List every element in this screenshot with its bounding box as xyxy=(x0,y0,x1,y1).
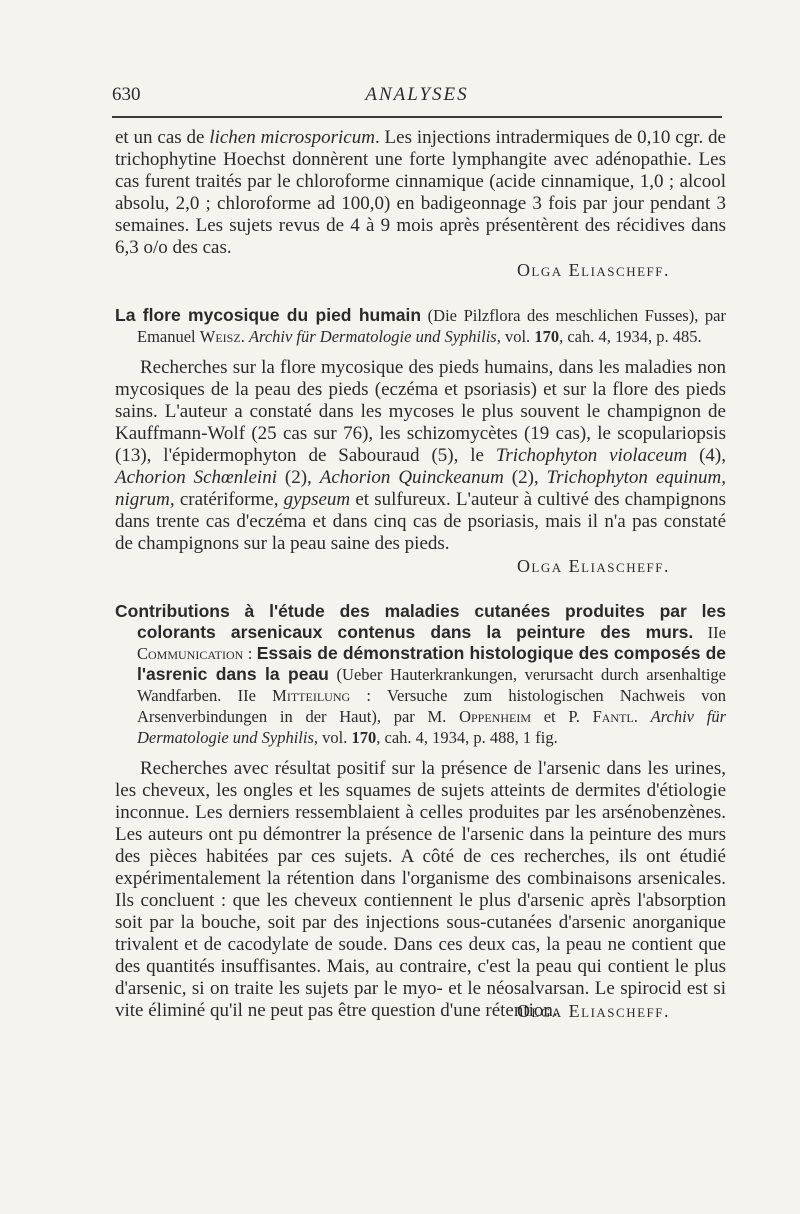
running-head xyxy=(112,84,722,116)
article-body: Recherches sur la flore mycosique des pieds humains, dans les maladies non mycosiques de la peau des pieds (eczéma et psoriasis) et sur la flore des pieds sains. L'auteur a constaté dans les mycoses le plus souvent le champignon de Kauffmann-Wolf (25 cas sur 76), les schizomycètes (19 cas), le scopulariopsis (13), l'épidermophyton de Sabouraud (5), le Trichophyton violaceum (4), Achorion Schœnleini (2), Achorion Quinckeanum (2), Trichophyton equinum, nigrum, cratériforme, gypseum et sulfureux. L'auteur à cultivé des champignons dans trente cas d'eczéma et dans cinq cas de psoriasis, mais il n'a pas constaté de champignons sur la peau saine des pieds. xyxy=(115,357,727,554)
signature: Olga Eliascheff. xyxy=(516,260,670,280)
volume-number: 170 xyxy=(534,327,560,346)
article-subtitle: Essais de démonstration histologique des composés de l'asrenic dans la peau xyxy=(137,643,726,684)
continuation-paragraph: et un cas de lichen microsporicum. Les injections intradermiques de 0,10 cgr. de trichophytine Hoechst donnèrent une forte lymphangite avec adénopathie. Les cas furent traités par le chloroforme cinnamique (acide cinnamique, 1,0 ; alcool absolu, 2,0 ; chloroforme ad 100,0) en badigeonnage 3 fois par jour pendant 3 semaines. Les sujets revus de 4 à 9 mois après présentèrent des récidives dans 6,3 o/o des cas. xyxy=(115,127,726,258)
running-title: ANALYSES xyxy=(365,84,469,105)
species-name: lichen microsporicum xyxy=(209,127,375,148)
article-title: Contributions à l'étude des maladies cutanées produites par les colorants arsenicaux contenus dans la peinture des murs. xyxy=(115,601,726,642)
signature: Olga Eliascheff. xyxy=(516,1001,670,1021)
author-name: Weisz xyxy=(199,327,241,346)
header-rule xyxy=(112,116,722,118)
page-body xyxy=(115,127,726,1022)
journal-name: Archiv für Dermatologie und Syphilis xyxy=(248,327,497,346)
journal-name: Archiv für Dermatologie und Syphilis xyxy=(137,707,727,747)
signature: Olga Eliascheff. xyxy=(516,556,670,576)
author-name: Fantl xyxy=(592,707,634,726)
volume-number: 170 xyxy=(351,728,377,747)
article-title: La flore mycosique du pied humain xyxy=(115,305,422,325)
article-body: Recherches avec résultat positif sur la présence de l'arsenic dans les urines, les cheveux, les ongles et les squames de sujets atteints de dermites d'étiologie inconnue. Les derniers ressemblaient à celles produites par les arsénobenzènes. Les auteurs ont pu démontrer la présence de l'arsenic dans la peinture des murs des pièces habitées par ces sujets. A côté de ces recherches, ils ont étudié expérimentalement la rétention dans l'organisme des combinaisons arsenicales. Ils concluent : que les cheveux contiennent le plus d'arsenic après l'absorption soit par la bouche, soit par des injections sous-cutanées d'arsenic anorganique trivalent et de cacodylate de soude. Dans ces deux cas, la peau ne contient que des quantités insuffisantes. Mais, au contraire, c'est la peau qui contient le plus d'arsenic, si on traite les sujets par le myo- et le néosalvarsan. Le spirocid est si vite éliminé qu'il ne peut pas être question d'une rétention. xyxy=(115,758,726,1021)
article-reference: Contributions à l'étude des maladies cutanées produites par les colorants arsenicaux contenus dans la peinture des murs. IIe Communication : Essais de démonstration histologique des composés de l'asrenic dans la peau (Ueber Hauterkrankungen, verursacht durch arsenhaltige Wandfarben. IIe Mitteilung : Versuche zum histologischen Nachweis von Arsenverbindungen in der Haut), par M. Oppenheim et P. Fantl. Archiv für Dermatologie und Syphilis, vol. 170, cah. 4, 1934, p. 488, 1 fig. xyxy=(115,601,727,747)
article-reference: La flore mycosique du pied humain (Die Pilzflora des meschlichen Fusses), par Emanuel Weisz. Archiv für Dermatologie und Syphilis, vol. 170, cah. 4, 1934, p. 485. xyxy=(115,305,726,346)
author-name: Oppenheim xyxy=(459,707,531,726)
page-number: 630 xyxy=(112,84,141,105)
